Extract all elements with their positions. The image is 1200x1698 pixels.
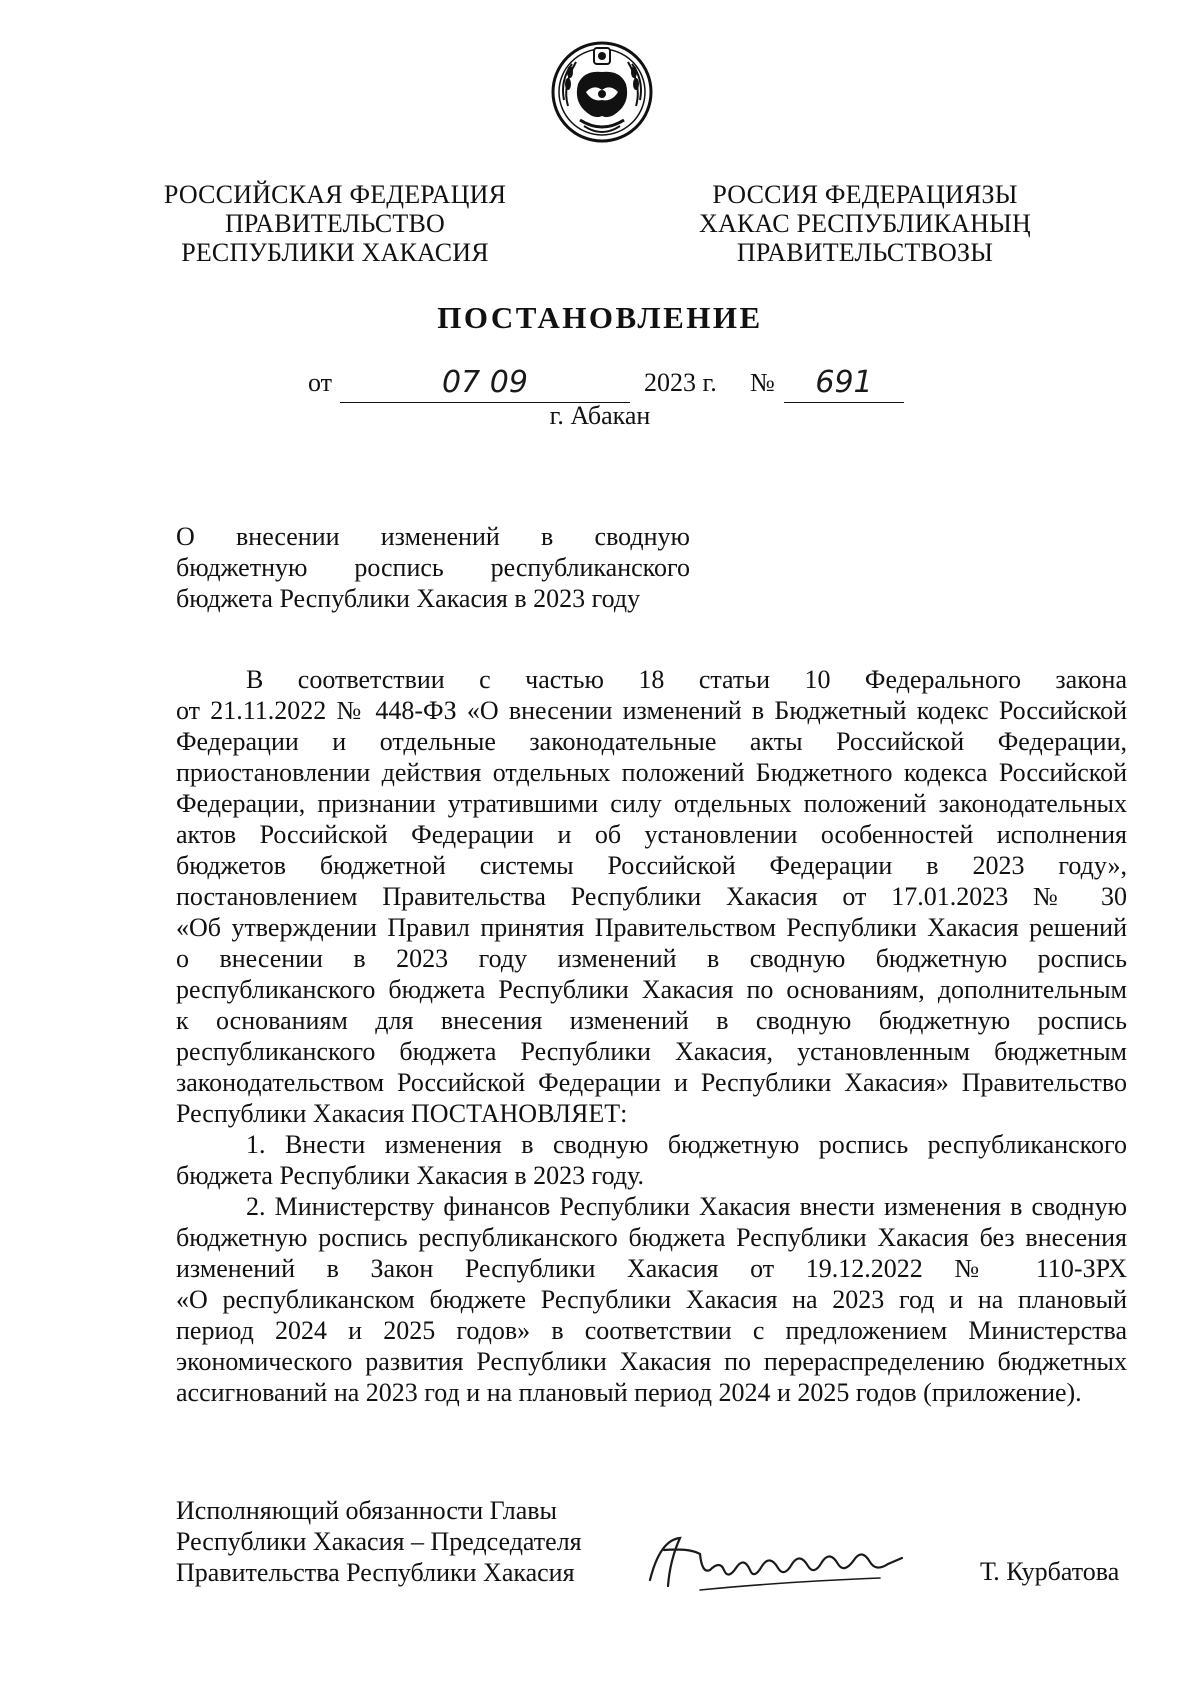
body-line: бюджетов бюджетной системы Российской Федерации в 2023 году», (176, 851, 1127, 880)
date-handwritten: 07 09 (340, 368, 630, 403)
header-left-russian (150, 180, 520, 267)
signatory-position (176, 1495, 582, 1588)
body-line: изменений в Закон Республики Хакасия от 19.12.2022 № 110-ЗРХ (176, 1254, 1127, 1283)
body-line: Республики Хакасия ПОСТАНОВЛЯЕТ: (176, 1099, 628, 1128)
body-line: республиканского бюджета Республики Хакасия по основаниям, дополнительным (176, 975, 1127, 1004)
coat-of-arms-emblem (550, 40, 654, 144)
signer-name: Т. Курбатова (980, 1557, 1120, 1586)
body-line: постановлением Правительства Республики Хакасия от 17.01.2023 № 30 (176, 882, 1127, 911)
body-line: «О республиканском бюджете Республики Хакасия на 2023 год и на плановый (176, 1285, 1127, 1314)
body-line: к основаниям для внесения изменений в сводную бюджетную роспись (176, 1006, 1127, 1035)
city-name: г. Абакан (549, 401, 651, 430)
number-handwritten: 691 (784, 368, 904, 403)
subject-line: бюджетную роспись республиканского (176, 553, 690, 582)
body-line: период 2024 и 2025 годов» в соответствии с предложением Министерства (176, 1316, 1127, 1345)
handwritten-signature (640, 1520, 920, 1600)
body-line: приостановлении действия отдельных положений Бюджетного кодекса Российской (176, 758, 1127, 787)
header-right-line: РОССИЯ ФЕДЕРАЦИЯЗЫ (712, 180, 1018, 209)
signatory-position-line: Исполняющий обязанности Главы (176, 1496, 557, 1525)
body-line: экономического развития Республики Хакасия по перераспределению бюджетных (176, 1347, 1127, 1376)
subject-line: бюджета Республики Хакасия в 2023 году (176, 584, 641, 613)
body-line: В соответствии с частью 18 статьи 10 Федерального закона (246, 665, 1127, 694)
header-right-line: ХАКАС РЕСПУБЛИКАНЫҢ (699, 209, 1031, 238)
header-left-line: РОССИЙСКАЯ ФЕДЕРАЦИЯ (163, 180, 507, 209)
document-subject (176, 521, 690, 614)
header-right-khakas (680, 180, 1050, 267)
body-line: «Об утверждении Правил принятия Правительством Республики Хакасия решений (176, 913, 1127, 942)
body-line: бюджетную роспись республиканского бюджета Республики Хакасия без внесения (176, 1223, 1127, 1252)
body-line: законодательством Российской Федерации и Республики Хакасия» Правительство (176, 1068, 1127, 1097)
body-line: республиканского бюджета Республики Хакасия, установленным бюджетным (176, 1037, 1127, 1066)
body-line: бюджета Республики Хакасия в 2023 году. (176, 1161, 645, 1190)
subject-line: О внесении изменений в сводную (176, 522, 690, 551)
body-line: 1. Внести изменения в сводную бюджетную роспись республиканского (246, 1130, 1127, 1159)
date-year: 2023 г. (644, 368, 717, 397)
date-from-label: от (308, 368, 333, 397)
number-label: № (750, 368, 775, 397)
body-line: ассигнований на 2023 год и на плановый период 2024 и 2025 годов (приложение). (176, 1378, 1082, 1407)
body-line: о внесении в 2023 году изменений в сводную бюджетную роспись (176, 944, 1127, 973)
document-title: ПОСТАНОВЛЕНИЕ (437, 300, 763, 335)
body-line: Федерации, признании утратившими силу отдельных положений законодательных (176, 789, 1127, 818)
body-line: актов Российской Федерации и об установлении особенностей исполнения (176, 820, 1127, 849)
signatory-position-line: Республики Хакасия – Председателя (176, 1527, 582, 1556)
header-left-line: РЕСПУБЛИКИ ХАКАСИЯ (181, 238, 489, 267)
signatory-position-line: Правительства Республики Хакасия (176, 1558, 575, 1587)
body-line: от 21.11.2022 № 448-ФЗ «О внесении изменений в Бюджетный кодекс Российской (176, 696, 1127, 725)
header-left-line: ПРАВИТЕЛЬСТВО (224, 209, 446, 238)
body-line: 2. Министерству финансов Республики Хакасия внести изменения в сводную (246, 1192, 1127, 1221)
document-body (176, 664, 1127, 1408)
body-line: Федерации и отдельные законодательные акты Российской Федерации, (176, 727, 1127, 756)
header-right-line: ПРАВИТЕЛЬСТВОЗЫ (736, 238, 994, 267)
